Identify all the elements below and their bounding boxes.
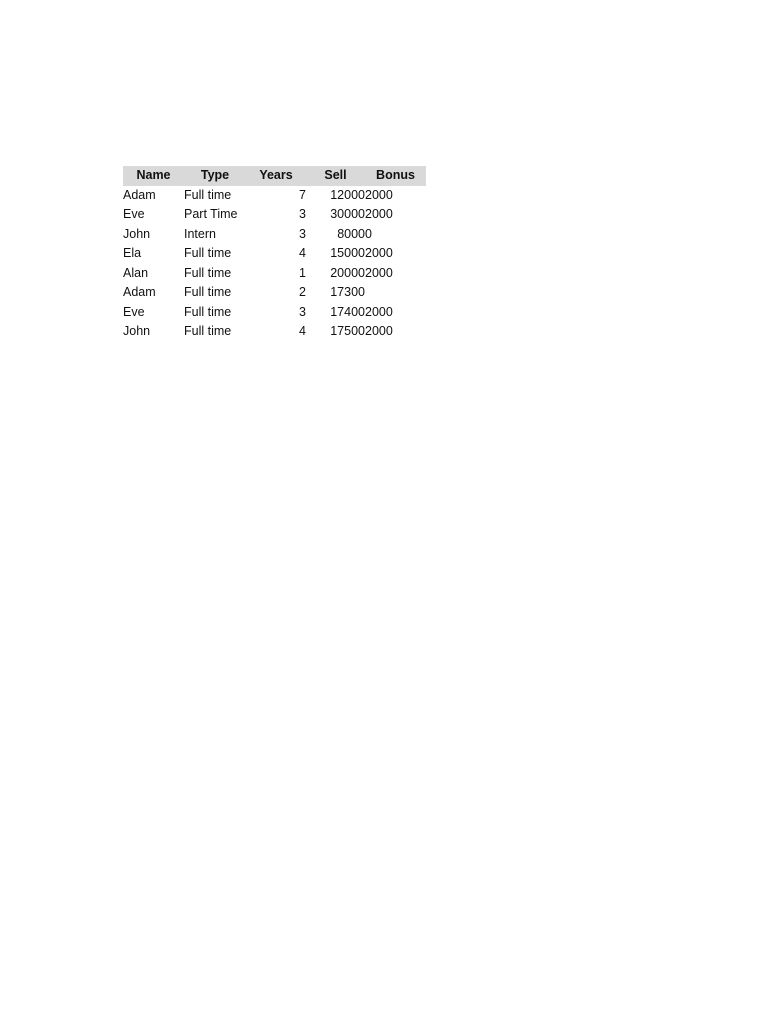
cell-name: John <box>123 226 151 241</box>
column-header-years: Years <box>246 166 306 186</box>
cell-years: 7 <box>299 187 306 202</box>
cell-bonus: 2000 <box>365 265 393 280</box>
table-row <box>123 205 426 225</box>
cell-sell: 15000 <box>330 246 365 261</box>
employee-table <box>123 166 426 342</box>
table-row <box>123 264 426 284</box>
cell-bonus: 2000 <box>365 304 393 319</box>
cell-type: Part Time <box>184 207 238 222</box>
table-row <box>123 303 426 323</box>
cell-sell: 17400 <box>330 304 365 319</box>
cell-name: Eve <box>123 207 145 222</box>
cell-type: Full time <box>184 304 232 319</box>
cell-name: Alan <box>123 265 149 280</box>
cell-years: 3 <box>299 226 306 241</box>
cell-bonus: 2000 <box>365 207 393 222</box>
table-row <box>123 244 426 264</box>
cell-type: Full time <box>184 187 232 202</box>
cell-name: Adam <box>123 187 156 202</box>
cell-sell: 8000 <box>337 226 365 241</box>
cell-sell: 30000 <box>330 207 365 222</box>
cell-type: Full time <box>184 246 232 261</box>
cell-type: Full time <box>184 285 232 300</box>
cell-years: 3 <box>299 304 306 319</box>
cell-type: Full time <box>184 324 232 339</box>
table-row <box>123 225 426 245</box>
cell-sell: 17300 <box>330 285 365 300</box>
cell-bonus: 2000 <box>365 324 393 339</box>
cell-type: Full time <box>184 265 232 280</box>
table-row <box>123 186 426 206</box>
cell-name: John <box>123 324 151 339</box>
cell-years: 4 <box>299 246 306 261</box>
column-header-name: Name <box>123 166 184 186</box>
cell-sell: 17500 <box>330 324 365 339</box>
table-row <box>123 322 426 342</box>
cell-name: Eve <box>123 304 145 319</box>
cell-years: 4 <box>299 324 306 339</box>
cell-years: 3 <box>299 207 306 222</box>
cell-name: Ela <box>123 246 142 261</box>
cell-name: Adam <box>123 285 156 300</box>
cell-bonus: 0 <box>365 226 372 241</box>
header-row <box>123 166 426 186</box>
cell-sell: 20000 <box>330 265 365 280</box>
cell-years: 2 <box>299 285 306 300</box>
cell-sell: 12000 <box>330 187 365 202</box>
cell-years: 1 <box>299 265 306 280</box>
cell-bonus <box>365 283 426 303</box>
cell-bonus: 2000 <box>365 246 393 261</box>
column-header-type: Type <box>184 166 246 186</box>
column-header-bonus: Bonus <box>365 166 426 186</box>
cell-bonus: 2000 <box>365 187 393 202</box>
table-row <box>123 283 426 303</box>
cell-type: Intern <box>184 226 216 241</box>
column-header-sell: Sell <box>306 166 365 186</box>
